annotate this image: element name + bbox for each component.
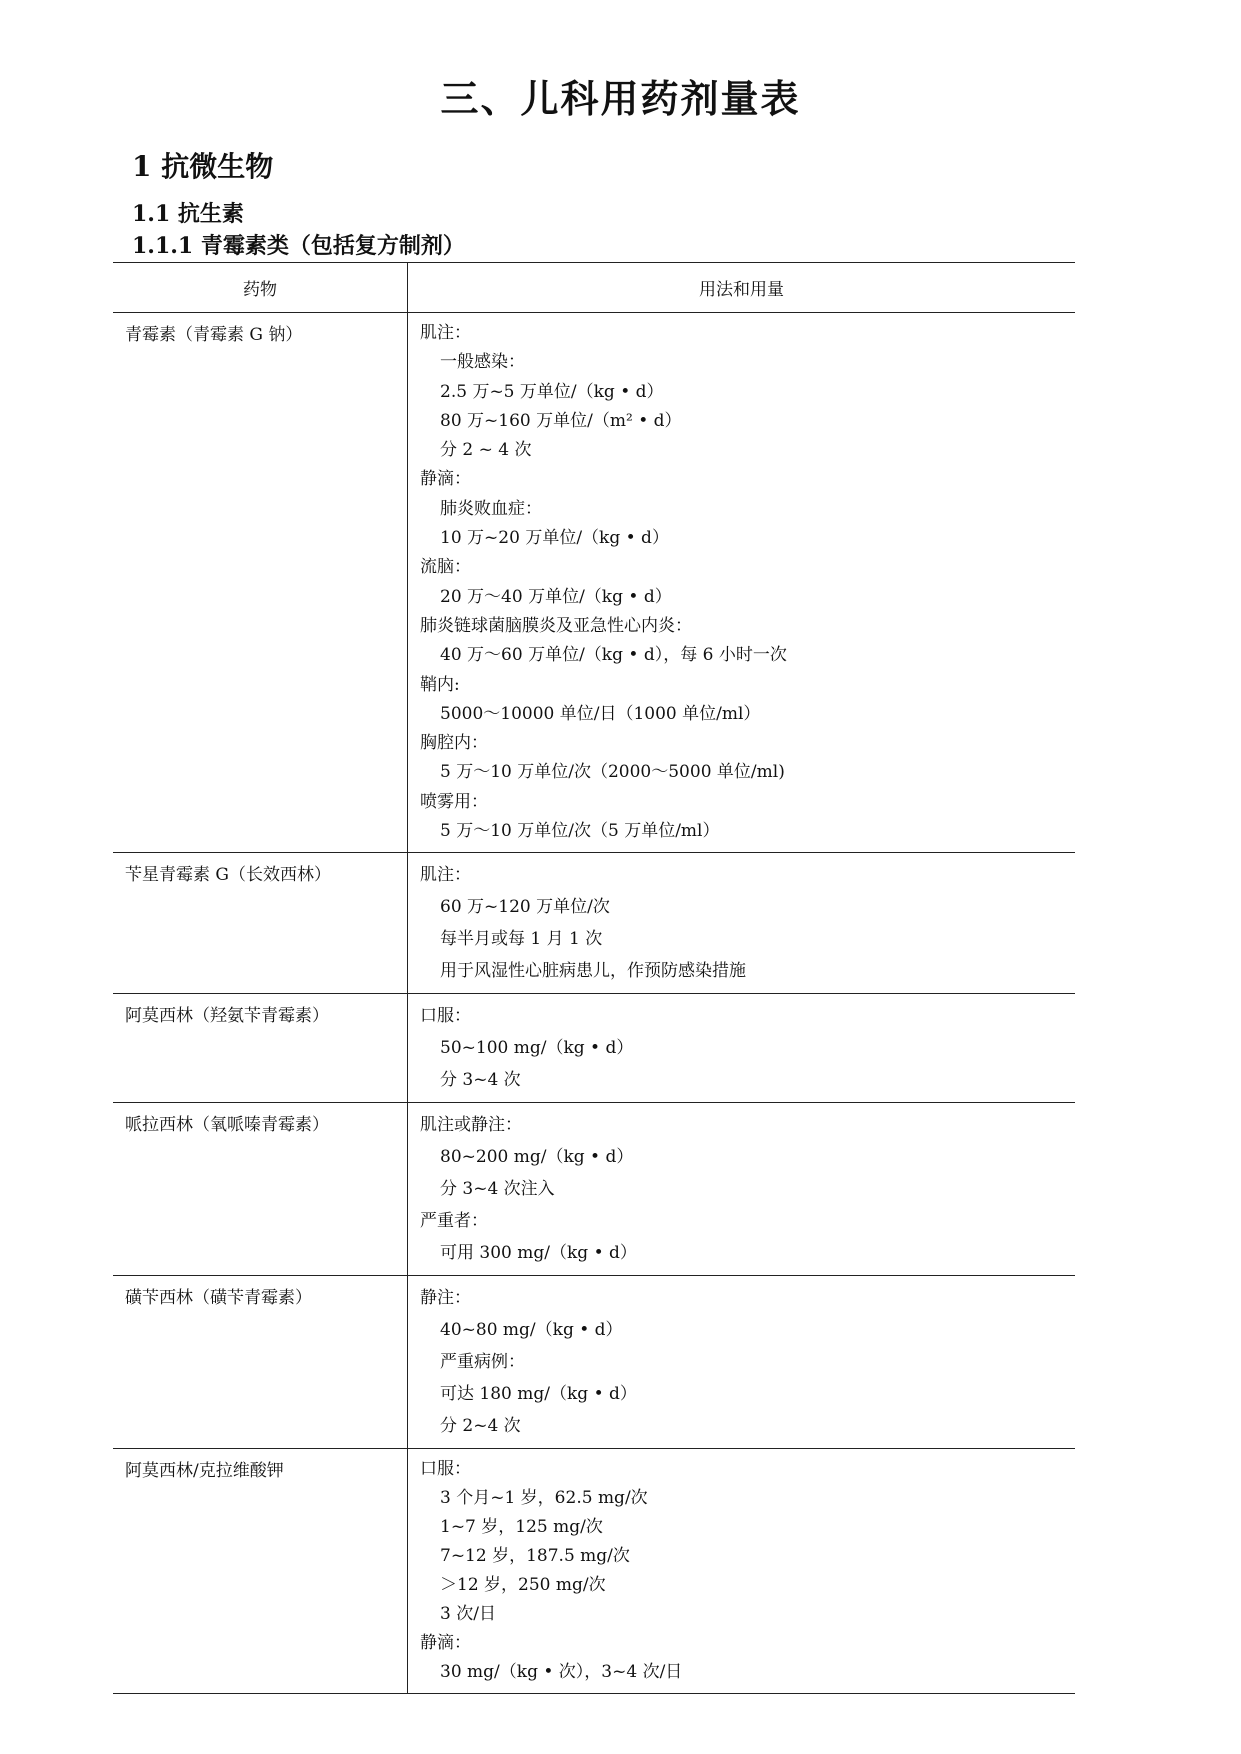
dosage-line: 严重病例：	[440, 1352, 525, 1373]
dosage-line: 1~7 岁，125 mg/次	[440, 1517, 603, 1538]
drug-name: 青霉素（青霉素 G 钠）	[125, 325, 303, 345]
table-row	[113, 1103, 1075, 1276]
drug-name: 阿莫西林（羟氨苄青霉素）	[125, 1006, 329, 1027]
drug-name-cell	[113, 994, 408, 1103]
route-label: 胸腔内：	[420, 733, 488, 754]
dosage-table	[113, 262, 1075, 1694]
dosage-line: 分 3~4 次	[440, 1070, 521, 1091]
dosage-cell	[408, 853, 1076, 994]
dosage-line: 40~80 mg/（kg • d）	[440, 1320, 623, 1341]
route-label: 静注：	[420, 1288, 471, 1309]
dosage-line: 30 mg/（kg • 次），3~4 次/日	[440, 1662, 683, 1683]
dosage-line: ＞12 岁，250 mg/次	[440, 1575, 606, 1596]
table-header-row	[113, 263, 1075, 313]
route-label: 肌注：	[420, 323, 471, 343]
dosage-line: 80~200 mg/（kg • d）	[440, 1147, 634, 1168]
drug-name: 磺苄西林（磺苄青霉素）	[125, 1288, 312, 1309]
route-label: 口服：	[420, 1459, 471, 1480]
route-label: 静滴：	[420, 469, 471, 490]
dosage-line: 10 万~20 万单位/（kg • d）	[440, 528, 669, 549]
dosage-line: 5 万～10 万单位/次（5 万单位/ml）	[440, 821, 720, 842]
drug-name: 苄星青霉素 G（长效西林）	[125, 865, 331, 886]
dosage-line: 50~100 mg/（kg • d）	[440, 1038, 634, 1059]
dosage-line: 肺炎败血症：	[440, 498, 542, 519]
dosage-line: 一般感染：	[440, 352, 525, 373]
dosage-line: 60 万~120 万单位/次	[440, 897, 610, 918]
route-label: 静滴：	[420, 1633, 471, 1654]
dosage-line: 5 万～10 万单位/次（2000～5000 单位/ml)	[440, 762, 785, 783]
route-label: 鞘内:	[420, 674, 460, 695]
dosage-cell	[408, 1276, 1076, 1449]
route-label: 肌注或静注：	[420, 1115, 522, 1136]
dosage-line: 20 万～40 万单位/（kg • d）	[440, 586, 672, 607]
dosage-line: 3 次/日	[440, 1604, 496, 1625]
route-label: 肺炎链球菌脑膜炎及亚急性心内炎：	[420, 615, 692, 636]
dosage-line: 40 万～60 万单位/（kg • d），每 6 小时一次	[440, 645, 787, 666]
drug-name-cell	[113, 313, 408, 853]
subsubsection-heading: 1.1.1 青霉素类（包括复方制剂）	[132, 233, 465, 259]
dosage-line: 分 2 ~ 4 次	[440, 440, 532, 461]
dosage-line: 每半月或每 1 月 1 次	[440, 929, 603, 950]
dosage-line: 3 个月~1 岁，62.5 mg/次	[440, 1488, 648, 1509]
header-usage: 用法和用量	[408, 263, 1076, 313]
dosage-line: 分 2~4 次	[440, 1416, 521, 1437]
dosage-line: 可用 300 mg/（kg • d）	[440, 1243, 637, 1264]
table-row	[113, 1276, 1075, 1449]
dosage-line: 7~12 岁，187.5 mg/次	[440, 1546, 630, 1567]
route-label: 流脑：	[420, 557, 471, 578]
dosage-line: 2.5 万~5 万单位/（kg • d）	[440, 381, 664, 402]
drug-name: 阿莫西林/克拉维酸钾	[125, 1461, 284, 1482]
route-label: 口服：	[420, 1006, 471, 1027]
route-label: 肌注：	[420, 865, 471, 886]
drug-name-cell	[113, 853, 408, 994]
route-label: 喷雾用：	[420, 791, 488, 812]
drug-name-cell	[113, 1449, 408, 1694]
table-body	[113, 313, 1075, 1694]
table-row	[113, 994, 1075, 1103]
dosage-line: 5000～10000 单位/日（1000 单位/ml）	[440, 703, 761, 724]
dosage-line: 可达 180 mg/（kg • d）	[440, 1384, 637, 1405]
drug-name: 哌拉西林（氧哌嗪青霉素）	[125, 1115, 329, 1136]
drug-name-cell	[113, 1276, 408, 1449]
dosage-line: 80 万~160 万单位/（m² • d）	[440, 410, 682, 431]
dosage-cell	[408, 994, 1076, 1103]
table-row	[113, 853, 1075, 994]
table-row	[113, 1449, 1075, 1694]
dosage-cell	[408, 1449, 1076, 1694]
dosage-line: 分 3~4 次注入	[440, 1179, 555, 1200]
dosage-cell	[408, 1103, 1076, 1276]
drug-name-cell	[113, 1103, 408, 1276]
header-drug: 药物	[113, 263, 408, 313]
section-heading: 1 抗微生物	[132, 150, 274, 183]
subsection-heading: 1.1 抗生素	[132, 201, 244, 227]
dosage-line: 用于风湿性心脏病患儿，作预防感染措施	[440, 961, 746, 982]
dosage-cell	[408, 313, 1076, 853]
page-title: 三、儿科用药剂量表	[440, 76, 801, 121]
route-label: 严重者：	[420, 1211, 488, 1232]
table-row	[113, 313, 1075, 853]
